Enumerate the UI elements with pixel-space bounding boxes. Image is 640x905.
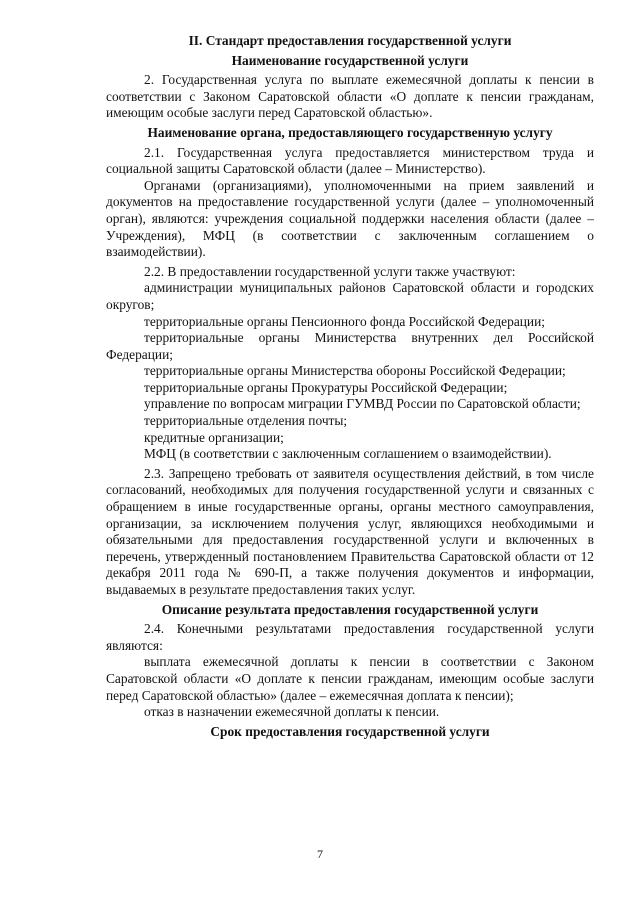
list-item-payment: выплата ежемесячной доплаты к пенсии в соответствии с Законом Саратовской области «О доплате к пенсии гражданам, имеющим особые заслуги перед Саратовской областью» (далее – ежемесячная доплата к пенсии); (106, 654, 594, 703)
list-item-credit: кредитные организации; (144, 429, 284, 445)
paragraph-2-4: 2.4. Конечными результатами предоставления государственной услуги являются: (106, 621, 594, 653)
list-item-refusal: отказ в назначении ежемесячной доплаты к пенсии. (144, 704, 440, 720)
paragraph-2-3: 2.3. Запрещено требовать от заявителя осуществления действий, в том числе согласований, необходимых для получения государственной услуги и связанных с обращением в иные государственные органы, органы местного самоуправления, организации, за исключением получения услуг, являющихся необходимыми и обязательными для предоставления государственной услуги и включенных в перечень, утвержденный постановлением Правительства Саратовской области от 12 декабря 2011 года № 690-П, а также получения документов и информации, выдаваемых в результате предоставления таких услуг. (106, 465, 594, 597)
list-item-post: территориальные отделения почты; (144, 413, 348, 429)
list-item-interior: территориальные органы Министерства внутренних дел Российской Федерации; (106, 330, 594, 362)
paragraph-2: 2. Государственная услуга по выплате ежемесячной доплаты к пенсии в соответствии с Законом Саратовской области «О доплате к пенсии гражданам, имеющим особые заслуги перед Саратовской областью». (106, 72, 594, 121)
page-number: 7 (317, 847, 323, 861)
list-item-municipal: администрации муниципальных районов Саратовской области и городских округов; (106, 280, 594, 312)
paragraph-authorized-bodies: Органами (организациями), уполномоченными на прием заявлений и документов на предоставление государственной услуги (далее – уполномоченный орган), являются: учреждения социальной поддержки населения области (далее – Учреждения), МФЦ (в соответствии с заключенным соглашением о взаимодействии). (106, 177, 594, 260)
heading-authority: Наименование органа, предоставляющего государственную услугу (147, 124, 553, 140)
list-item-defense: территориальные органы Министерства обороны Российской Федерации; (144, 363, 566, 379)
list-item-mfc: МФЦ (в соответствии с заключенным соглашением о взаимодействии). (144, 446, 552, 462)
heading-service-name: Наименование государственной услуги (231, 52, 469, 68)
paragraph-2-2: 2.2. В предоставлении государственной услуги также участвуют: (144, 263, 516, 279)
paragraph-2-1: 2.1. Государственная услуга предоставляется министерством труда и социальной защиты Саратовской области (далее – Министерство). (106, 144, 594, 177)
heading-result: Описание результата предоставления государственной услуги (161, 601, 539, 617)
section-title: II. Стандарт предоставления государственной услуги (188, 33, 512, 48)
list-item-prosecutor: территориальные органы Прокуратуры Российской Федерации; (144, 379, 508, 395)
list-item-pension-fund: территориальные органы Пенсионного фонда Российской Федерации; (144, 313, 545, 329)
heading-term: Срок предоставления государственной услуги (210, 723, 490, 739)
list-item-migration: управление по вопросам миграции ГУМВД России по Саратовской области; (144, 396, 581, 412)
